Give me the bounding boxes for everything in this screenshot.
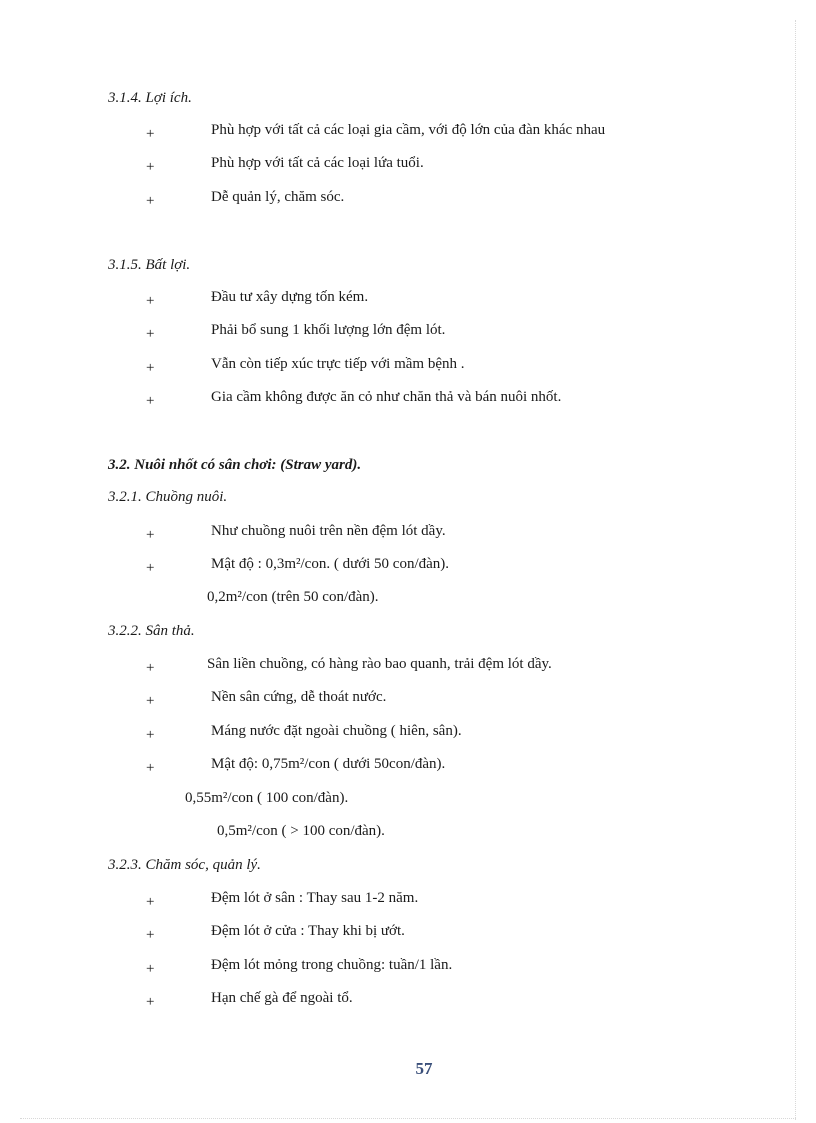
bullet-marker: + bbox=[146, 693, 155, 709]
list-item-continuation: 0,55m²/con ( 100 con/đàn). bbox=[185, 790, 349, 806]
list-item: Sân liền chuồng, có hàng rào bao quanh, trải đệm lót dầy. bbox=[207, 656, 552, 672]
list-item: Đệm lót ở sân : Thay sau 1-2 năm. bbox=[211, 890, 419, 906]
list-item: Như chuồng nuôi trên nền đệm lót dầy. bbox=[211, 523, 446, 539]
list-item: Gia cầm không được ăn cỏ như chăn thả và bán nuôi nhốt. bbox=[211, 389, 562, 405]
list-item: Mật độ : 0,3m²/con. ( dưới 50 con/đàn). bbox=[211, 556, 450, 572]
list-item-continuation: 0,2m²/con (trên 50 con/đàn). bbox=[207, 589, 379, 605]
bullet-marker: + bbox=[146, 727, 155, 743]
list-item: Hạn chế gà để ngoài tổ. bbox=[211, 990, 353, 1006]
list-item: Dễ quản lý, chăm sóc. bbox=[211, 189, 345, 205]
bullet-marker: + bbox=[146, 927, 155, 943]
list-item: Phù hợp với tất cả các loại gia cầm, với độ lớn của đàn khác nhau bbox=[211, 122, 606, 138]
bullet-marker: + bbox=[146, 894, 155, 910]
bullet-marker: + bbox=[146, 326, 155, 342]
list-item: Đệm lót mỏng trong chuồng: tuần/1 lần. bbox=[211, 957, 453, 973]
bullet-marker: + bbox=[146, 994, 155, 1010]
bullet-marker: + bbox=[146, 193, 155, 209]
bullet-marker: + bbox=[146, 961, 155, 977]
bullet-marker: + bbox=[146, 159, 155, 175]
section-heading: 3.2.1. Chuồng nuôi. bbox=[108, 489, 228, 505]
bullet-marker: + bbox=[146, 360, 155, 376]
bullet-marker: + bbox=[146, 560, 155, 576]
list-item: Đệm lót ở cửa : Thay khi bị ướt. bbox=[211, 923, 405, 939]
list-item: Máng nước đặt ngoài chuồng ( hiên, sân). bbox=[211, 723, 462, 739]
section-heading: 3.2.2. Sân thả. bbox=[108, 623, 195, 639]
list-item: Vẫn còn tiếp xúc trực tiếp với mầm bệnh . bbox=[211, 356, 465, 372]
bullet-marker: + bbox=[146, 660, 155, 676]
list-item: Nền sân cứng, dễ thoát nước. bbox=[211, 689, 387, 705]
bullet-marker: + bbox=[146, 393, 155, 409]
list-item: Đầu tư xây dựng tốn kém. bbox=[211, 289, 369, 305]
section-heading: 3.2.3. Chăm sóc, quản lý. bbox=[108, 857, 261, 873]
bullet-marker: + bbox=[146, 760, 155, 776]
list-item: Mật độ: 0,75m²/con ( dưới 50con/đàn). bbox=[211, 756, 446, 772]
section-heading: 3.1.5. Bất lợi. bbox=[108, 257, 191, 273]
bullet-marker: + bbox=[146, 126, 155, 142]
page-border-right bbox=[795, 20, 796, 1120]
list-item-continuation: 0,5m²/con ( > 100 con/đàn). bbox=[217, 823, 385, 839]
page-border-bottom bbox=[20, 1118, 796, 1119]
list-item: Phù hợp với tất cả các loại lứa tuổi. bbox=[211, 155, 424, 171]
list-item: Phải bổ sung 1 khối lượng lớn đệm lót. bbox=[211, 322, 446, 338]
main-heading: 3.2. Nuôi nhốt có sân chơi: (Straw yard). bbox=[108, 457, 362, 473]
bullet-marker: + bbox=[146, 293, 155, 309]
bullet-marker: + bbox=[146, 527, 155, 543]
page-number: 57 bbox=[415, 1059, 433, 1078]
section-heading: 3.1.4. Lợi ích. bbox=[108, 90, 192, 106]
